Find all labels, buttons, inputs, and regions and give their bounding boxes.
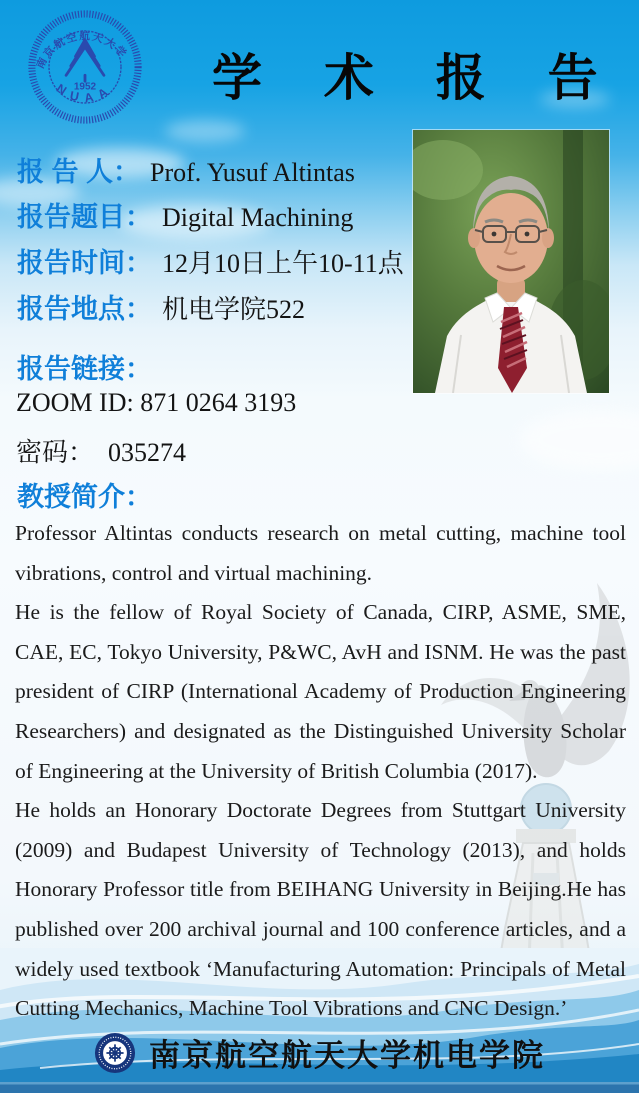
zoom-id-line	[16, 388, 296, 418]
info-row-topic	[17, 195, 353, 234]
seal-year: 1952	[73, 81, 97, 93]
bio-section	[15, 514, 626, 1029]
speaker-value: Prof. Yusuf Altintas	[150, 158, 355, 187]
time-value: 12月10日上午10-11点	[162, 249, 404, 278]
venue-label: 报告地点：	[17, 294, 152, 324]
seal-ring-text: 南京航空航天大学	[34, 30, 130, 71]
cloud-decoration	[165, 120, 245, 142]
password-value: 035274	[108, 438, 187, 467]
speaker-photo	[413, 130, 609, 393]
password-line	[16, 432, 186, 469]
footer	[0, 1030, 639, 1075]
venue-value: 机电学院522	[162, 295, 306, 324]
time-label: 报告时间：	[17, 248, 152, 278]
topic-value: Digital Machining	[162, 203, 354, 232]
speaker-label: 报 告 人：	[17, 157, 141, 187]
cloud-decoration	[520, 410, 639, 470]
college-badge-icon	[94, 1032, 136, 1074]
bio-paragraph: He is the fellow of Royal Society of Canada, CIRP, ASME, SME, CAE, EC, Tokyo University, P&WC, AvH and ISNM. He was the past president of CIRP (International Academy of Production Engineering Researchers) and designated as the Distinguished University Scholar of Engineering at the University of British Columbia (2017).	[15, 600, 626, 783]
nuaa-seal-icon	[26, 8, 144, 126]
footer-org-text: 南京航空航天大学机电学院	[149, 1038, 545, 1073]
bio-paragraph: He holds an Honorary Doctorate Degrees from Stuttgart University (2009) and Budapest University of Technology (2013), and holds Honorary Professor title from BEIHANG University in Beijing.He has published over 200 archival journal and 100 conference articles, and a widely used textbook ‘Manufacturing Automation: Principals of Metal Cutting Mechanics, Machine Tool Vibrations and CNC Design.’	[15, 798, 626, 1021]
bio-heading: 教授简介：	[17, 482, 152, 512]
info-row-link	[17, 347, 162, 386]
info-row-time	[17, 241, 404, 280]
bio-paragraph: Professor Altintas conducts research on metal cutting, machine tool vibrations, control and virtual machining.	[15, 521, 626, 585]
password-label: 密码：	[16, 438, 95, 467]
link-label: 报告链接：	[17, 354, 152, 384]
info-row-venue	[17, 287, 305, 326]
zoom-id-label: ZOOM ID:	[16, 388, 134, 417]
topic-label: 报告题目：	[17, 202, 152, 232]
info-row-speaker	[17, 150, 355, 189]
zoom-id-value: 871 0264 3193	[140, 388, 297, 417]
seal-acronym: NUAA	[53, 81, 117, 106]
poster-title: 学 术 报 告	[212, 50, 622, 106]
